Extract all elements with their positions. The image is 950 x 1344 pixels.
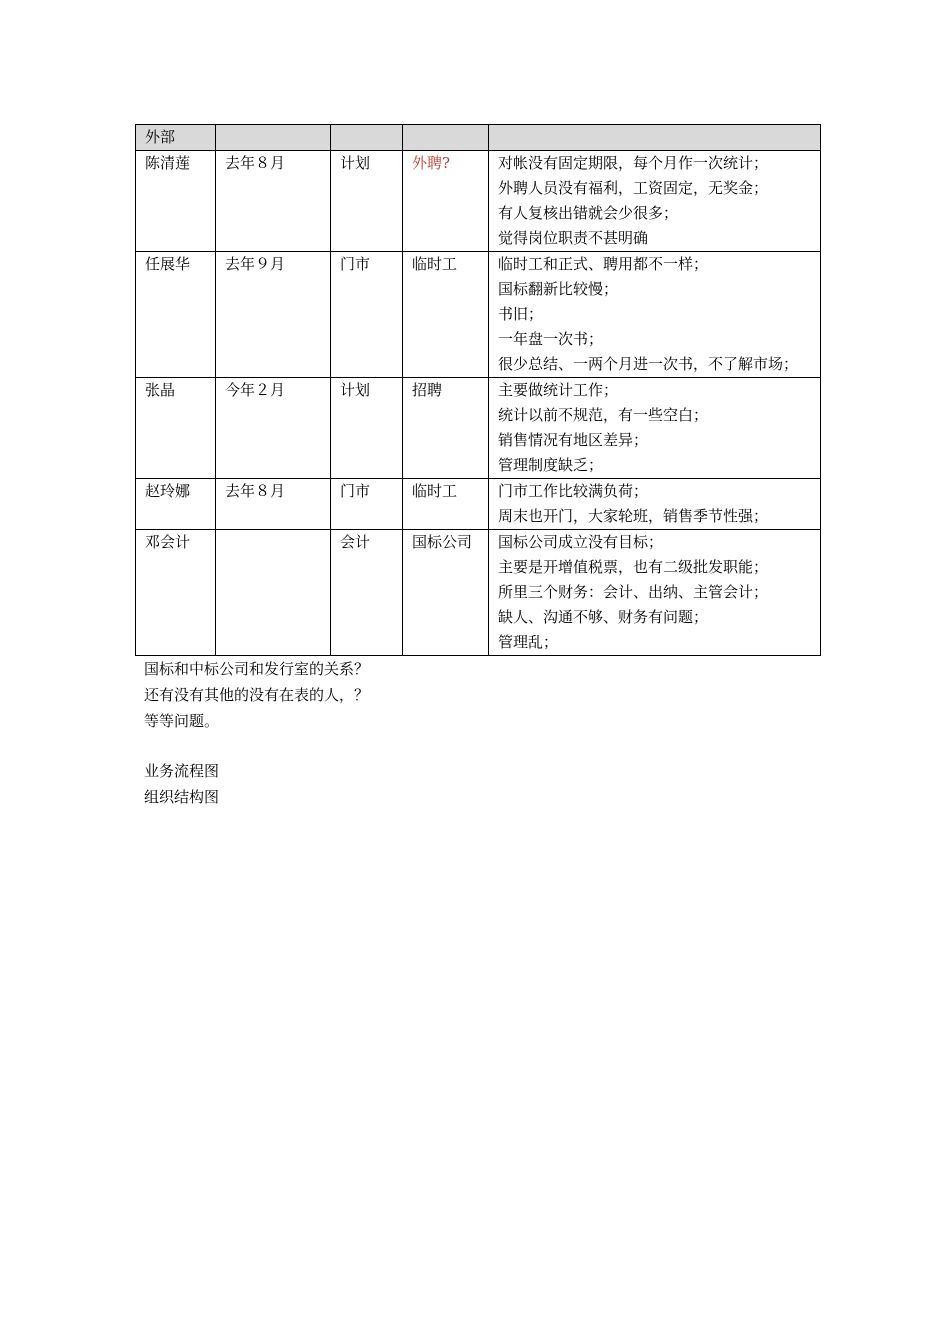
- document-page: [135, 124, 820, 810]
- department: 门市: [331, 479, 403, 530]
- note-line: 管理乱；: [498, 633, 559, 651]
- header-cell: [403, 125, 489, 151]
- employment-type: 招聘: [403, 378, 489, 479]
- employment-type: 临时工: [403, 479, 489, 530]
- table-row: [136, 479, 821, 530]
- note-line: 外聘人员没有福利，工资固定，无奖金；: [498, 179, 769, 197]
- note-line: 临时工和正式、聘用都不一样；: [498, 255, 709, 273]
- note-line: 管理制度缺乏；: [498, 456, 604, 474]
- person-name: 赵玲娜: [136, 479, 216, 530]
- question-line: 等等问题。: [144, 712, 220, 730]
- table-header-row: [136, 125, 821, 151]
- employment-type: 临时工: [403, 252, 489, 378]
- note-line: 销售情况有地区差异；: [498, 431, 649, 449]
- note-line: 门市工作比较满负荷；: [498, 482, 649, 500]
- department: 会计: [331, 530, 403, 656]
- note-line: 所里三个财务：会计、出纳、主管会计；: [498, 583, 769, 601]
- header-cell: 外部: [136, 125, 216, 151]
- table-row: [136, 530, 821, 656]
- employment-type: 外聘?: [403, 151, 489, 252]
- note-line: 对帐没有固定期限，每个月作一次统计；: [498, 154, 769, 172]
- join-date: 去年８月: [216, 151, 331, 252]
- todo-line: 业务流程图: [144, 762, 220, 780]
- join-date: [216, 530, 331, 656]
- join-date: 去年８月: [216, 479, 331, 530]
- spacer: [144, 734, 820, 758]
- interview-notes: [489, 479, 821, 530]
- follow-up-notes: [135, 656, 820, 810]
- note-line: 书旧；: [498, 305, 544, 323]
- note-line: 缺人、沟通不够、财务有问题；: [498, 608, 709, 626]
- note-line: 觉得岗位职责不甚明确: [498, 229, 649, 247]
- note-line: 周末也开门，大家轮班，销售季节性强；: [498, 507, 769, 525]
- join-date: 去年９月: [216, 252, 331, 378]
- header-cell: [489, 125, 821, 151]
- interview-notes: [489, 151, 821, 252]
- note-line: 国标翻新比较慢；: [498, 280, 619, 298]
- note-line: 有人复核出错就会少很多；: [498, 204, 679, 222]
- header-cell: [331, 125, 403, 151]
- interview-notes: [489, 378, 821, 479]
- note-line: 一年盘一次书；: [498, 330, 604, 348]
- note-line: 国标公司成立没有目标；: [498, 533, 664, 551]
- note-line: 很少总结、一两个月进一次书，不了解市场；: [498, 355, 799, 373]
- question-line: 还有没有其他的没有在表的人，？: [144, 686, 370, 704]
- person-name: 陈清莲: [136, 151, 216, 252]
- table-row: [136, 252, 821, 378]
- department: 门市: [331, 252, 403, 378]
- interview-table: [135, 124, 821, 656]
- person-name: 任展华: [136, 252, 216, 378]
- interview-notes: [489, 530, 821, 656]
- header-cell: [216, 125, 331, 151]
- join-date: 今年２月: [216, 378, 331, 479]
- note-line: 主要是开增值税票，也有二级批发职能；: [498, 558, 769, 576]
- todo-line: 组织结构图: [144, 788, 220, 806]
- person-name: 邓会计: [136, 530, 216, 656]
- interview-notes: [489, 252, 821, 378]
- person-name: 张晶: [136, 378, 216, 479]
- note-line: 主要做统计工作；: [498, 381, 619, 399]
- employment-type: 国标公司: [403, 530, 489, 656]
- table-row: [136, 151, 821, 252]
- department: 计划: [331, 151, 403, 252]
- department: 计划: [331, 378, 403, 479]
- note-line: 统计以前不规范，有一些空白；: [498, 406, 709, 424]
- table-row: [136, 378, 821, 479]
- question-line: 国标和中标公司和发行室的关系？: [144, 660, 370, 678]
